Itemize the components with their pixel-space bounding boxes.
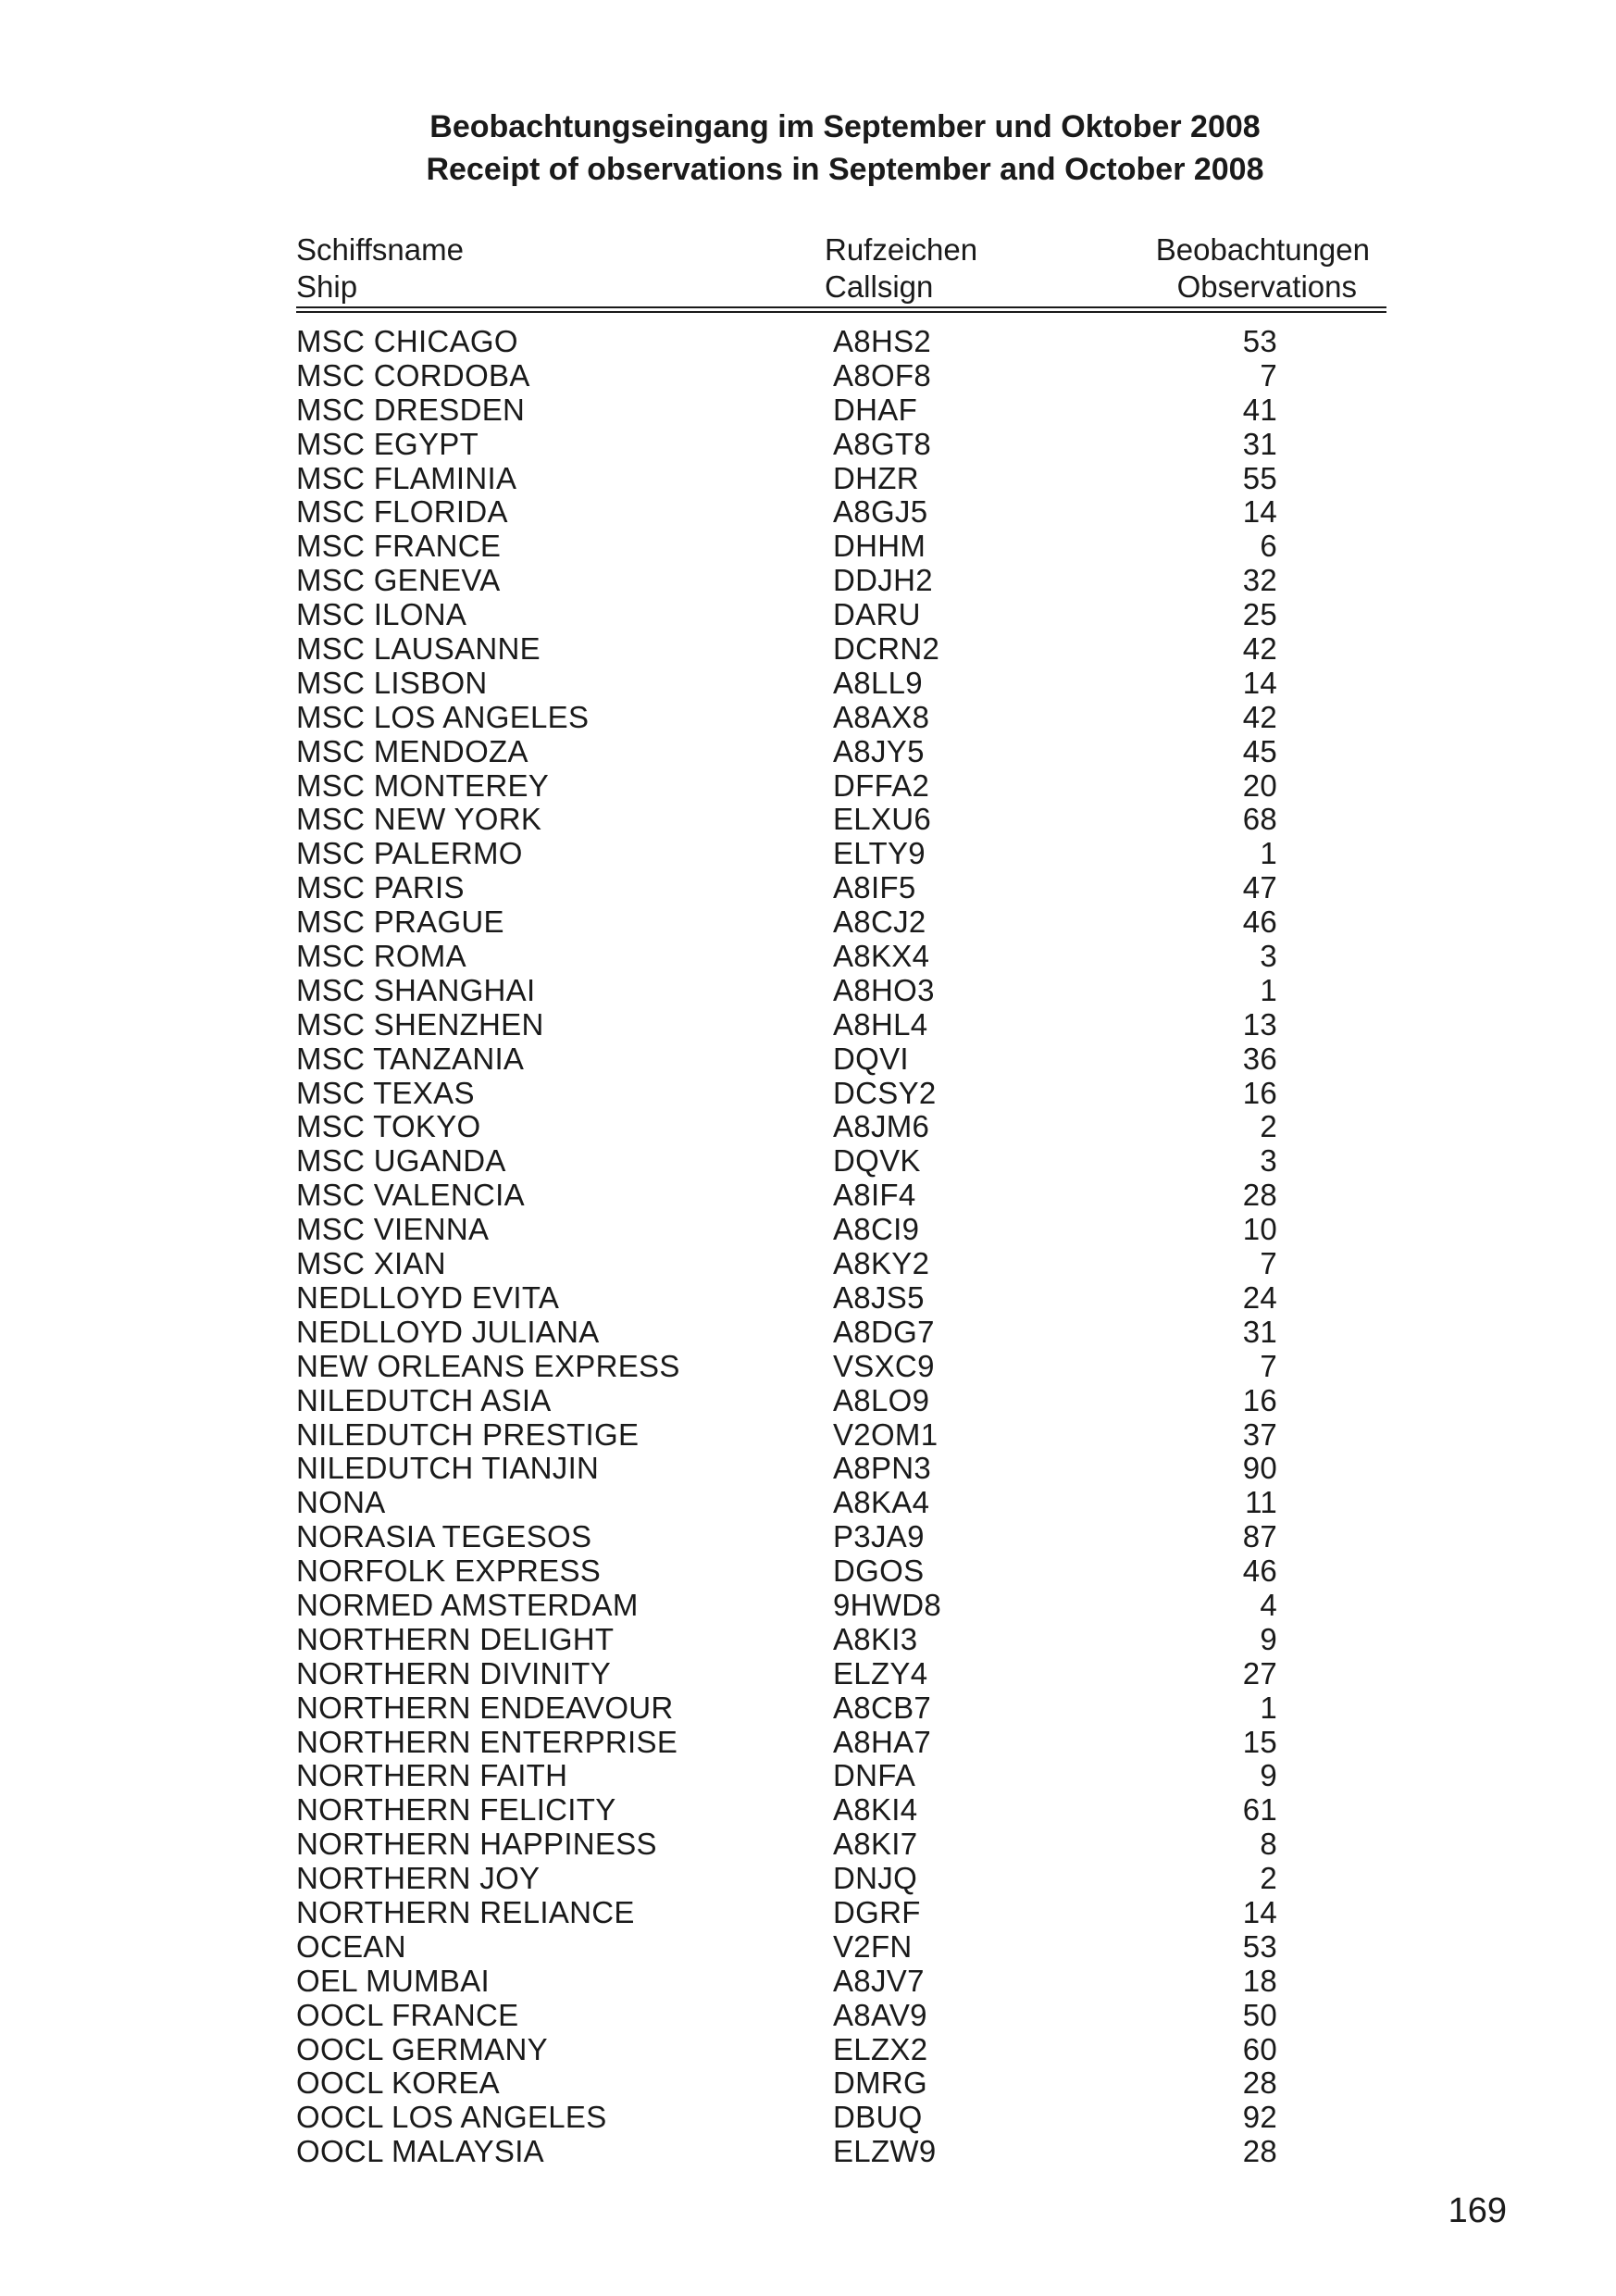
table-row [296,803,1277,837]
callsign-cell: A8IF5 [833,870,916,905]
ship-name-cell: MSC CORDOBA [296,357,530,393]
observations-cell: 45 [1242,733,1277,768]
observations-cell: 14 [1242,1894,1277,1929]
observations-cell: 28 [1242,1178,1277,1213]
callsign-cell: DCSY2 [833,1075,937,1110]
table-row [296,871,1277,905]
observations-cell: 60 [1242,2031,1277,2066]
header-ship-de: Schiffsname [296,232,464,267]
title-german: Beobachtungseingang im September und Oktober 2008 [429,109,1261,144]
observations-cell: 42 [1242,631,1277,667]
ship-name-cell: MSC ILONA [296,597,467,632]
ship-name-cell: MSC FLORIDA [296,494,508,530]
ship-name-cell: NEDLLOYD JULIANA [296,1314,600,1349]
table-row [296,1042,1277,1077]
callsign-cell: A8KI4 [833,1792,918,1828]
header-observations-de: Beobachtungen [1155,232,1370,267]
header-ship-en: Ship [296,269,358,304]
table-row [296,1828,1277,1862]
table-row [296,530,1277,564]
ship-name-cell: MSC UGANDA [296,1143,506,1179]
table-row [296,974,1277,1008]
observations-cell: 18 [1242,1963,1277,1998]
table-row [296,1623,1277,1657]
table-row [296,1213,1277,1247]
ship-name-cell: NORTHERN FELICITY [296,1792,616,1828]
ship-name-cell: NORASIA TEGESOS [296,1519,592,1554]
ship-name-cell: NORTHERN RELIANCE [296,1894,635,1929]
table-row [296,1247,1277,1281]
observations-cell: 28 [1242,2134,1277,2169]
callsign-cell: DMRG [833,2065,928,2101]
observations-cell: 7 [1260,357,1277,393]
observations-cell: 90 [1242,1451,1277,1486]
table-row [296,1077,1277,1111]
ship-name-cell: NILEDUTCH PRESTIGE [296,1416,640,1452]
ship-name-cell: MSC PALERMO [296,836,523,871]
ship-name-cell: MSC SHENZHEN [296,1006,544,1042]
ship-name-cell: OOCL FRANCE [296,1997,519,2032]
observations-cell: 28 [1242,2065,1277,2101]
table-row [296,769,1277,804]
callsign-cell: DBUQ [833,2100,923,2135]
ship-name-cell: MSC LOS ANGELES [296,699,590,734]
callsign-cell: A8CJ2 [833,905,926,940]
observations-cell: 14 [1242,494,1277,530]
table-row [296,359,1277,393]
callsign-cell: A8GT8 [833,426,932,461]
table-row [296,495,1277,530]
table-row [296,1965,1277,1999]
ship-name-cell: NORFOLK EXPRESS [296,1554,602,1589]
ship-name-cell: OOCL KOREA [296,2065,500,2101]
table-row [296,1350,1277,1384]
observations-cell: 1 [1260,1690,1277,1725]
ship-name-cell: NORTHERN ENDEAVOUR [296,1690,674,1725]
callsign-cell: DHZR [833,460,919,495]
ship-name-cell: MSC XIAN [296,1246,446,1281]
callsign-cell: VSXC9 [833,1348,935,1383]
observations-cell: 10 [1242,1212,1277,1247]
callsign-cell: A8HO3 [833,972,935,1007]
ship-name-cell: NORTHERN DIVINITY [296,1655,612,1691]
header-observations-en: Observations [1176,269,1357,304]
header-callsign-de: Rufzeichen [825,232,978,267]
callsign-cell: ELZY4 [833,1655,928,1691]
table-row [296,1862,1277,1896]
ship-name-cell: MSC NEW YORK [296,802,542,837]
observations-cell: 7 [1260,1246,1277,1281]
observations-cell: 13 [1242,1006,1277,1042]
callsign-cell: A8JM6 [833,1109,930,1144]
table-row [296,1589,1277,1623]
callsign-cell: A8KI3 [833,1621,918,1656]
ship-name-cell: OOCL MALAYSIA [296,2134,544,2169]
table-row [296,1554,1277,1589]
callsign-cell: A8LO9 [833,1382,930,1417]
ship-name-cell: MSC FLAMINIA [296,460,517,495]
observations-cell: 68 [1242,802,1277,837]
callsign-cell: 9HWD8 [833,1587,942,1622]
callsign-cell: DCRN2 [833,631,940,667]
callsign-cell: A8JY5 [833,733,925,768]
ship-name-cell: NORTHERN FAITH [296,1758,568,1793]
ship-name-cell: MSC VIENNA [296,1212,490,1247]
observations-cell: 37 [1242,1416,1277,1452]
callsign-cell: DNJQ [833,1861,918,1896]
callsign-cell: A8CI9 [833,1212,920,1247]
ship-name-cell: MSC TEXAS [296,1075,475,1110]
ship-name-cell: MSC PARIS [296,870,465,905]
observations-cell: 41 [1242,392,1277,427]
callsign-cell: DQVI [833,1041,909,1076]
ship-name-cell: OEL MUMBAI [296,1963,490,1998]
table-row [296,393,1277,428]
ship-name-cell: NEW ORLEANS EXPRESS [296,1348,680,1383]
ship-name-cell: MSC MENDOZA [296,733,528,768]
callsign-cell: A8KY2 [833,1246,930,1281]
table-row [296,1930,1277,1965]
observations-cell: 14 [1242,665,1277,700]
table-row [296,1726,1277,1760]
callsign-cell: A8PN3 [833,1451,932,1486]
observations-cell: 1 [1260,836,1277,871]
callsign-cell: ELZX2 [833,2031,928,2066]
ship-name-cell: NORTHERN ENTERPRISE [296,1724,678,1759]
table-row [296,2066,1277,2101]
callsign-cell: A8KX4 [833,939,930,974]
observations-cell: 6 [1260,529,1277,564]
callsign-cell: A8KI7 [833,1827,918,1862]
callsign-cell: ELTY9 [833,836,926,871]
observations-cell: 3 [1260,1143,1277,1179]
callsign-cell: DHAF [833,392,918,427]
callsign-cell: DGOS [833,1554,925,1589]
table-row [296,1999,1277,2033]
callsign-cell: ELXU6 [833,802,932,837]
ship-name-cell: MSC MONTEREY [296,767,550,803]
callsign-cell: A8GJ5 [833,494,928,530]
ship-name-cell: MSC TANZANIA [296,1041,525,1076]
observations-cell: 3 [1260,939,1277,974]
callsign-cell: V2OM1 [833,1416,939,1452]
observations-cell: 11 [1245,1485,1277,1520]
table-row [296,905,1277,940]
callsign-cell: A8HL4 [833,1006,928,1042]
table-row [296,1793,1277,1828]
observations-cell: 46 [1242,1554,1277,1589]
callsign-cell: DNFA [833,1758,916,1793]
table-row [296,1759,1277,1793]
ship-name-cell: NORTHERN DELIGHT [296,1621,615,1656]
observations-cell: 7 [1260,1348,1277,1383]
ship-name-cell: MSC CHICAGO [296,324,518,358]
callsign-cell: A8AX8 [833,699,930,734]
ship-name-cell: NONA [296,1485,386,1520]
ship-name-cell: MSC PRAGUE [296,905,504,940]
ship-name-cell: NORTHERN JOY [296,1861,541,1896]
callsign-cell: A8HS2 [833,324,932,358]
ship-name-cell: MSC DRESDEN [296,392,526,427]
table-row [296,1008,1277,1042]
ship-name-cell: MSC ROMA [296,939,466,974]
table-row [296,1144,1277,1179]
ship-name-cell: MSC FRANCE [296,529,502,564]
callsign-cell: A8AV9 [833,1997,927,2032]
ship-name-cell: NORTHERN HAPPINESS [296,1827,657,1862]
ship-name-cell: NILEDUTCH TIANJIN [296,1451,600,1486]
observations-cell: 36 [1242,1041,1277,1076]
observations-cell: 15 [1242,1724,1277,1759]
observations-cell: 16 [1242,1075,1277,1110]
header-callsign-en: Callsign [825,269,934,304]
table-row [296,1691,1277,1726]
observations-cell: 9 [1260,1621,1277,1656]
observations-cell: 47 [1242,870,1277,905]
header-rule-top [296,306,1386,308]
observations-cell: 53 [1242,324,1277,358]
observations-cell: 92 [1242,2100,1277,2135]
callsign-cell: A8CB7 [833,1690,932,1725]
observations-cell: 9 [1260,1758,1277,1793]
table-row [296,1657,1277,1691]
callsign-cell: DDJH2 [833,563,933,598]
callsign-cell: A8LL9 [833,665,923,700]
ship-name-cell: MSC LAUSANNE [296,631,541,667]
callsign-cell: V2FN [833,1928,913,1964]
table-row [296,2033,1277,2067]
observations-cell: 87 [1242,1519,1277,1554]
table-row [296,1281,1277,1316]
table-row [296,735,1277,769]
observations-cell: 61 [1242,1792,1277,1828]
observations-cell: 50 [1242,1997,1277,2032]
table-row [296,2135,1277,2169]
observations-cell: 2 [1260,1861,1277,1896]
ship-name-cell: MSC EGYPT [296,426,479,461]
ship-name-cell: MSC SHANGHAI [296,972,536,1007]
table-row [296,632,1277,667]
ship-name-cell: NEDLLOYD EVITA [296,1279,560,1315]
observations-cell: 1 [1260,972,1277,1007]
callsign-cell: P3JA9 [833,1519,925,1554]
table-row [296,1316,1277,1350]
callsign-cell: A8IF4 [833,1178,916,1213]
callsign-cell: A8JS5 [833,1279,925,1315]
table-row [296,598,1277,632]
ship-name-cell: OOCL LOS ANGELES [296,2100,607,2135]
callsign-cell: A8JV7 [833,1963,925,1998]
table-row [296,325,1277,359]
table-row [296,428,1277,462]
ship-name-cell: MSC GENEVA [296,563,501,598]
observations-cell: 31 [1242,1314,1277,1349]
callsign-cell: DHHM [833,529,926,564]
callsign-cell: A8OF8 [833,357,932,393]
table-row [296,1110,1277,1144]
title-english: Receipt of observations in September and October 2008 [426,152,1264,187]
observations-cell: 8 [1260,1827,1277,1862]
observations-cell: 55 [1242,460,1277,495]
table-row [296,1452,1277,1486]
callsign-cell: DFFA2 [833,767,930,803]
callsign-cell: A8DG7 [833,1314,935,1349]
observations-cell: 53 [1242,1928,1277,1964]
table-row [296,564,1277,598]
table-row [296,940,1277,974]
table-row [296,1179,1277,1213]
observations-table [296,325,1277,2169]
table-row [296,701,1277,735]
observations-cell: 4 [1260,1587,1277,1622]
callsign-cell: DARU [833,597,921,632]
ship-name-cell: NORMED AMSTERDAM [296,1587,639,1622]
callsign-cell: A8KA4 [833,1485,930,1520]
observations-cell: 31 [1242,426,1277,461]
observations-cell: 42 [1242,699,1277,734]
observations-cell: 32 [1242,563,1277,598]
callsign-cell: ELZW9 [833,2134,937,2169]
observations-cell: 2 [1260,1109,1277,1144]
table-row [296,2101,1277,2135]
observations-cell: 20 [1242,767,1277,803]
table-row [296,1486,1277,1520]
ship-name-cell: OOCL GERMANY [296,2031,548,2066]
callsign-cell: A8HA7 [833,1724,932,1759]
observations-cell: 27 [1242,1655,1277,1691]
table-row [296,462,1277,496]
title-block [0,106,1616,191]
table-row [296,1896,1277,1930]
observations-cell: 24 [1242,1279,1277,1315]
observations-cell: 46 [1242,905,1277,940]
table-row [296,667,1277,701]
observations-cell: 16 [1242,1382,1277,1417]
table-row [296,1520,1277,1554]
table-row [296,837,1277,871]
ship-name-cell: NILEDUTCH ASIA [296,1382,552,1417]
header-rule-bottom [296,311,1386,313]
callsign-cell: DQVK [833,1143,921,1179]
table-row [296,1418,1277,1453]
observations-cell: 25 [1242,597,1277,632]
callsign-cell: DGRF [833,1894,921,1929]
ship-name-cell: OCEAN [296,1928,406,1964]
ship-name-cell: MSC TOKYO [296,1109,481,1144]
ship-name-cell: MSC LISBON [296,665,488,700]
page-number: 169 [1448,2191,1507,2230]
ship-name-cell: MSC VALENCIA [296,1178,525,1213]
table-row [296,1384,1277,1418]
